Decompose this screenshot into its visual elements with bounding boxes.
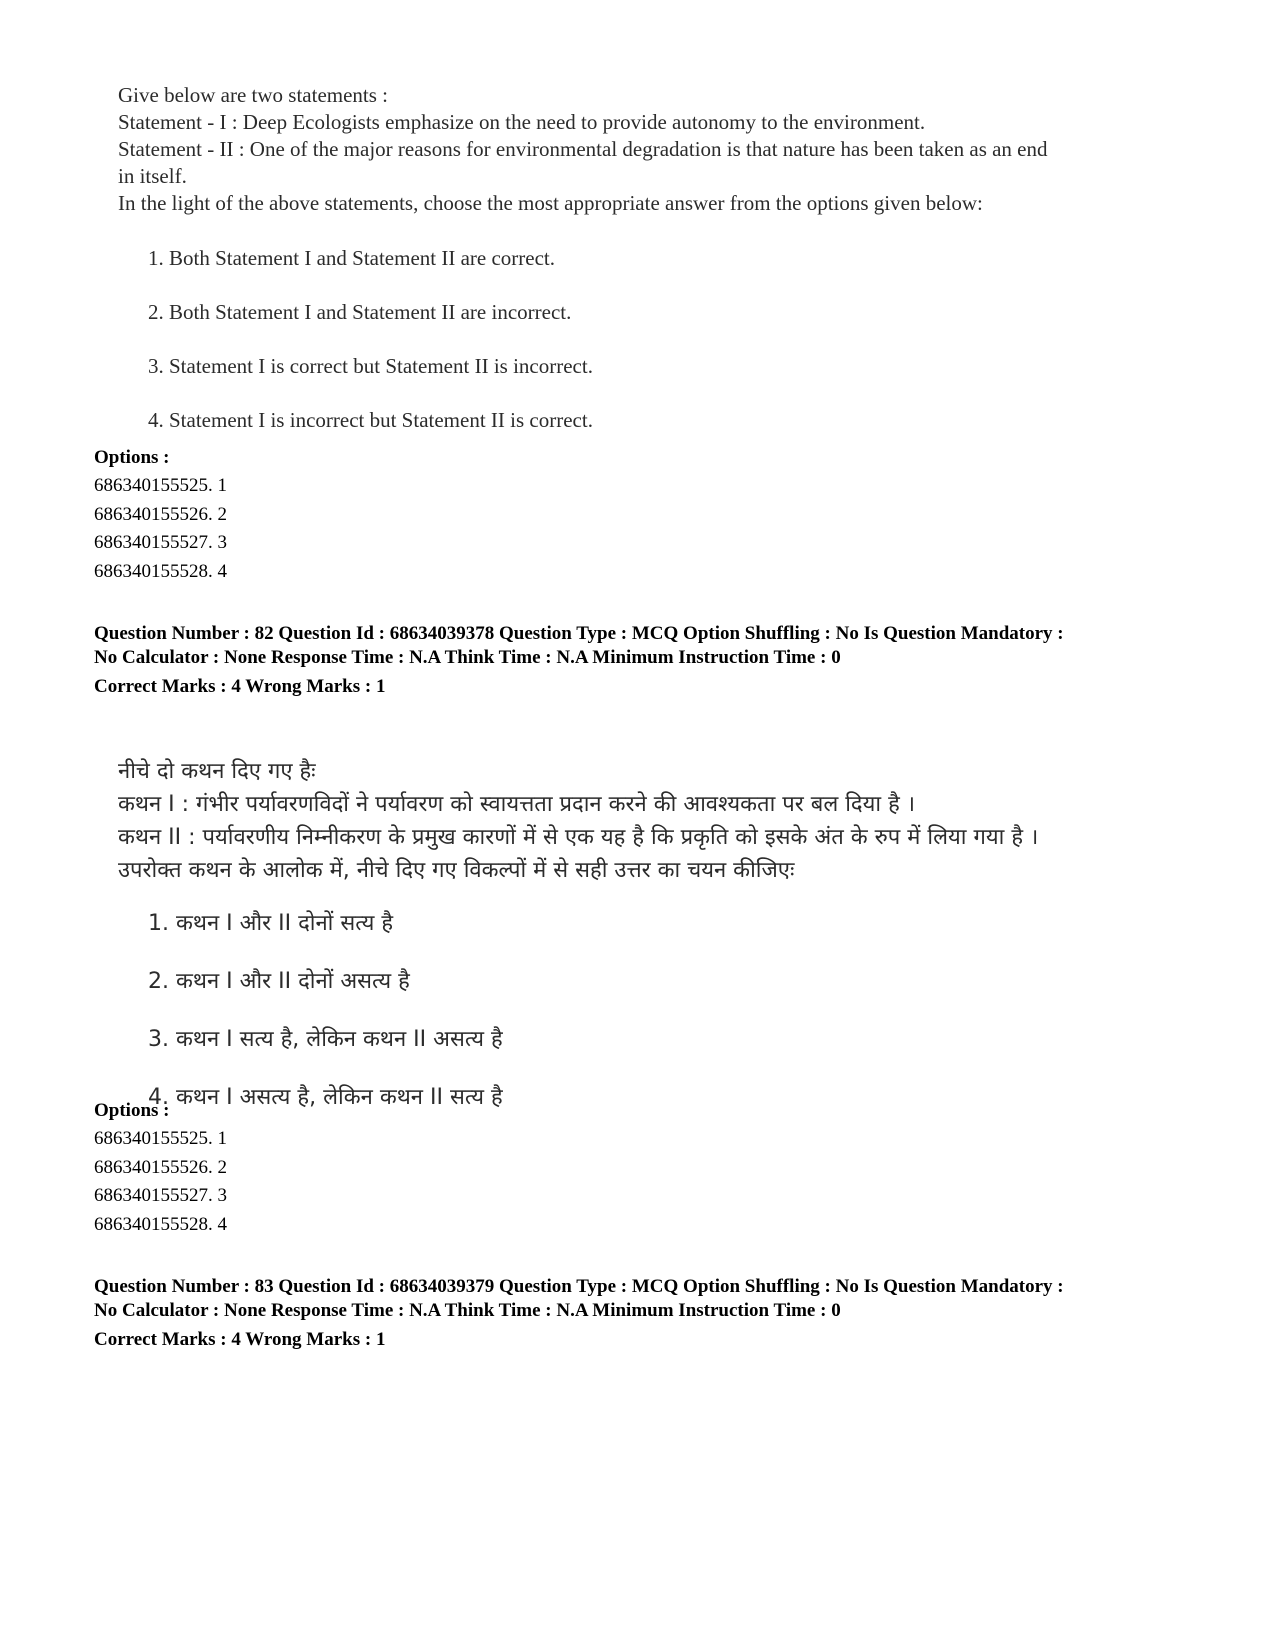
q82-meta-text xyxy=(94,622,1244,670)
q82-option-code-1: 686340155525. 1 xyxy=(94,1128,227,1149)
q83-meta-text xyxy=(94,1275,1244,1323)
q81-choice-4: 4. Statement I is incorrect but Statement II is correct. xyxy=(148,408,593,432)
q82-options-heading: Options : xyxy=(94,1100,170,1121)
q81-options xyxy=(94,444,1244,586)
q82-option-code-4: 686340155528. 4 xyxy=(94,1213,227,1235)
q83-marks: Correct Marks : 4 Wrong Marks : 1 xyxy=(94,1329,386,1350)
q83-meta-line-2: No Calculator : None Response Time : N.A Think Time : N.A Minimum Instruction Time : 0 xyxy=(94,1300,841,1321)
q81-option-code-2: 686340155526. 2 xyxy=(94,503,227,525)
q81-option-code-3: 686340155527. 3 xyxy=(94,532,227,553)
q82-option-code-3: 686340155527. 3 xyxy=(94,1185,227,1206)
q82-option-code-2: 686340155526. 2 xyxy=(94,1156,227,1178)
q82-choice-1: 1. कथन I और II दोनों सत्य है xyxy=(148,911,394,936)
q81-choices xyxy=(118,245,1198,461)
q82-statement-2: कथन II : पर्यावरणीय निम्नीकरण के प्रमुख कारणों में से एक यह है कि प्रकृति को इसके अंत के रुप में लिया गया है । xyxy=(118,825,1039,850)
q81-choice-3: 3. Statement I is correct but Statement II is incorrect. xyxy=(148,354,593,378)
q82-meta xyxy=(94,622,1244,699)
q81-statement-2: Statement - II : One of the major reasons for environmental degradation is that nature has been taken as an end xyxy=(118,137,1048,161)
q81-statement-2-cont: in itself. xyxy=(118,164,187,188)
q83-meta-line-1: Question Number : 83 Question Id : 68634039379 Question Type : MCQ Option Shuffling : No Is Question Mandatory : xyxy=(94,1276,1064,1297)
q81-option-code-4: 686340155528. 4 xyxy=(94,560,227,582)
q81-instruction: In the light of the above statements, choose the most appropriate answer from the options given below: xyxy=(118,191,983,215)
q81-statement-1: Statement - I : Deep Ecologists emphasize on the need to provide autonomy to the environment. xyxy=(118,110,926,134)
question-81-image xyxy=(118,82,1198,461)
q82-instruction: उपरोक्त कथन के आलोक में, नीचे दिए गए विकल्पों में से सही उत्तर का चयन कीजिएः xyxy=(118,858,795,883)
q81-intro: Give below are two statements : xyxy=(118,83,389,107)
q82-meta-line-1: Question Number : 82 Question Id : 68634039378 Question Type : MCQ Option Shuffling : No Is Question Mandatory : xyxy=(94,623,1064,644)
q82-choice-2: 2. कथन I और II दोनों असत्य है xyxy=(148,969,410,994)
q82-intro: नीचे दो कथन दिए गए हैः xyxy=(118,759,316,784)
q81-choice-2: 2. Both Statement I and Statement II are incorrect. xyxy=(148,300,572,324)
q82-meta-line-2: No Calculator : None Response Time : N.A Think Time : N.A Minimum Instruction Time : 0 xyxy=(94,647,841,668)
q81-options-heading: Options : xyxy=(94,447,170,468)
q83-meta xyxy=(94,1275,1244,1352)
q82-options xyxy=(94,1097,1244,1239)
q82-choice-4: 4. कथन I असत्य है, लेकिन कथन II सत्य है xyxy=(148,1085,503,1110)
q82-statement-1: कथन I : गंभीर पर्यावरणविदों ने पर्यावरण को स्वायत्तता प्रदान करने की आवश्यकता पर बल दिया है । xyxy=(118,792,916,817)
q81-choice-1: 1. Both Statement I and Statement II are correct. xyxy=(148,246,556,270)
q81-option-code-1: 686340155525. 1 xyxy=(94,475,227,496)
q82-choice-3: 3. कथन I सत्य है, लेकिन कथन II असत्य है xyxy=(148,1027,503,1052)
question-82-image xyxy=(118,755,1218,1139)
q82-marks: Correct Marks : 4 Wrong Marks : 1 xyxy=(94,676,386,697)
